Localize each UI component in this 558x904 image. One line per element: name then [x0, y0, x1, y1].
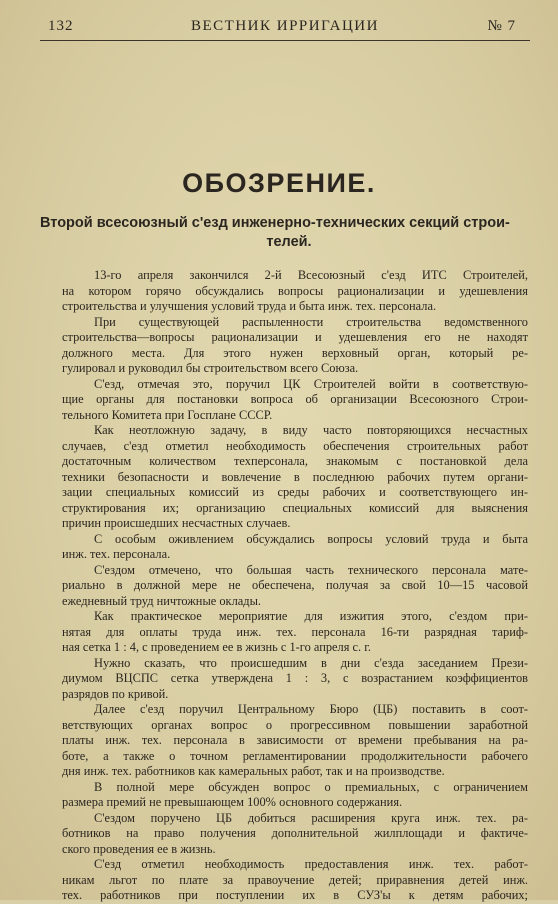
issue-number: № 7 [487, 18, 516, 34]
body-line: ветствующих органах вопрос о прогрессивном повышении заработной [62, 717, 528, 732]
body-line: С особым оживлением обсуждались вопросы условий труда и быта [94, 531, 528, 546]
body-line: никам льгот по плате за правоучение детей; приравнения детей инж. [62, 872, 528, 887]
body-line: С'езд отметил необходимость предоставления инж. тех. работ- [94, 857, 528, 871]
journal-title: ВЕСТНИК ИРРИГАЦИИ [191, 18, 379, 34]
body-line: ная сетка 1 : 4, с проведением ее в жизнь с 1-го апреля с. г. [62, 640, 371, 654]
header-rule [40, 40, 530, 41]
body-line: достаточным количеством техперсонала, знакомым с постановкой дела [62, 454, 528, 468]
article-title [40, 214, 538, 252]
body-line: тех. работников при поступлении их в СУЗ'ы к детям рабочих; [62, 888, 528, 902]
body-line: техники безопасности и вовлечение в последнюю рабочих путем органи- [62, 469, 528, 484]
body-line: случаев, с'езд отметил необходимость обеспечения строительных работ [62, 438, 528, 453]
body-line: С'ездом отмечено, что большая часть технического персонала мате- [94, 562, 528, 577]
body-line: инж. тех. персонала. [62, 547, 171, 561]
page-number: 132 [48, 18, 74, 34]
body-line: При существующей распыленности строительства ведомственного [94, 314, 528, 329]
body-line: должного места. Для этого нужен верховный орган, который ре- [62, 345, 528, 360]
article-body [62, 268, 528, 904]
running-header [40, 16, 530, 42]
body-line: на котором горячо обсуждались вопросы рационализации и удешевления [62, 283, 528, 298]
body-line: дня инж. тех. работников как камеральных работ, так и на производстве. [62, 764, 445, 778]
body-line: С'ездом поручено ЦБ добиться расширения круга инж. тех. ра- [94, 810, 528, 825]
body-line: нятая для оплаты труда инж. тех. персонала 16-ти разрядная тариф- [62, 624, 528, 639]
body-line: ботников на право получения дополнительной жилплощади и фактиче- [62, 826, 528, 840]
body-line: В полной мере обсужден вопрос о премиальных, с ограничением [94, 779, 528, 794]
section-title: ОБОЗРЕНИЕ. [182, 168, 376, 198]
body-line: размера премий не превышающем 100% основного содержания. [62, 795, 403, 809]
body-line: строительства—вопросы рационализации и удешевления его не находят [62, 330, 528, 344]
body-line: щие органы для постановки вопроса об организации Всесоюзного Строи- [62, 392, 528, 406]
body-line: разрядов по кривой. [62, 686, 169, 701]
body-line: ежедневный труд ничтожные оклады. [62, 593, 261, 608]
body-line: платы инж. тех. персонала в зависимости от времени пребывания на ра- [62, 733, 528, 747]
body-line: С'езд, отмечая это, поручил ЦК Строителей войти в соответствую- [94, 376, 528, 391]
body-line: Нужно сказать, что происшедшим в дни с'езда заседанием Прези- [94, 655, 528, 670]
body-line: Как практическое мероприятие для изжития этого, с'ездом при- [94, 609, 528, 623]
body-line: строительства и улучшения условий труда и быта инж. тех. персонала. [62, 299, 437, 313]
body-line: 13-го апреля закончился 2-й Всесоюзный с'езд ИТС Строителей, [94, 268, 528, 282]
body-line: ского проведения ее в жизнь. [62, 841, 216, 856]
body-line: Как неотложную задачу, в виду часто повторяющихся несчастных [94, 423, 528, 437]
body-line: тельного Комитета при Госплане СССР. [62, 407, 273, 422]
body-line: риально в должной мере не обеспечена, получая за свой 10—15 часовой [62, 578, 528, 592]
body-line: диумом ВЦСПС сетка утверждена 1 : 3, с возрастанием коэффициентов [62, 671, 528, 685]
body-line: гулировал и руководил бы строительством всего Союза. [62, 361, 359, 375]
body-line: Далее с'езд поручил Центральному Бюро (ЦБ) поставить в соот- [94, 702, 528, 716]
body-line: структирования их; организацию специальных комиссий для выяснения [62, 500, 528, 515]
body-line: боте, а также о точном регламентировании продолжительности рабочего [62, 748, 528, 763]
article-title-line-1: Второй всесоюзный с'езд инженерно-технических секций строи- [40, 215, 510, 231]
article-title-line-2: телей. [266, 234, 312, 250]
body-line: причин происшедших несчастных случаев. [62, 516, 291, 530]
body-line: зации специальных комиссий из среды рабочих и соответствующего ин- [62, 485, 528, 499]
